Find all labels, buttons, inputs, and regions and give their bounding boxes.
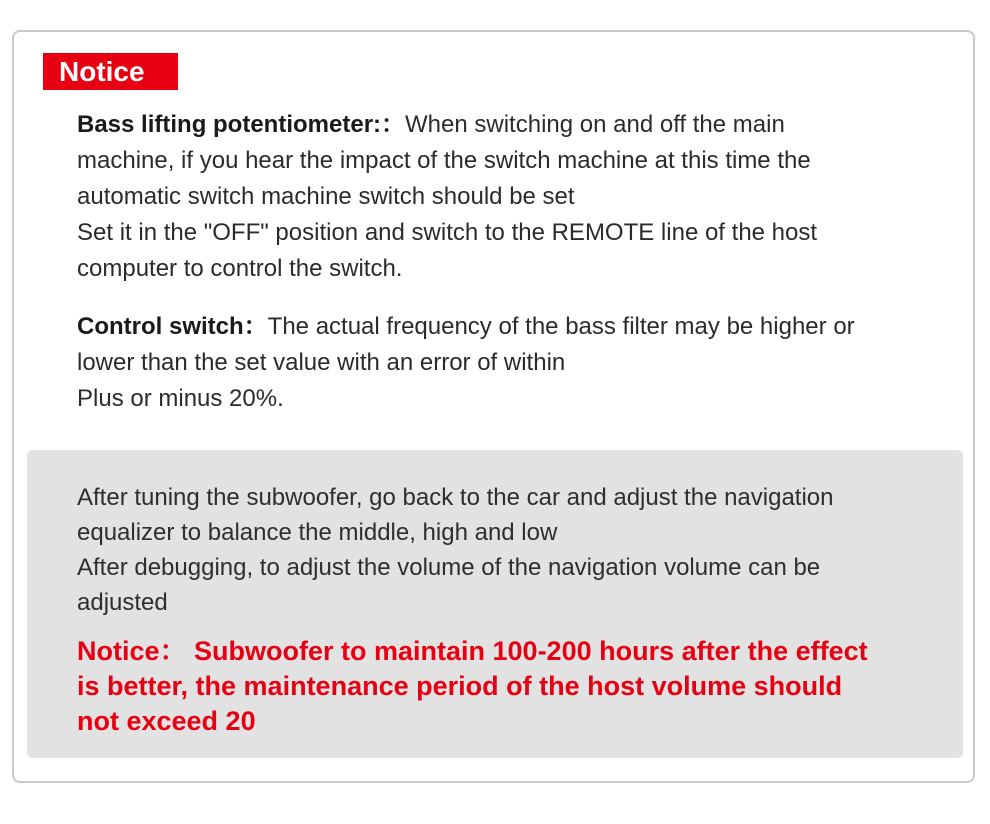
control-switch-text: The actual frequency of the bass filter may be higher or [267,313,855,340]
control-switch-label: Control switch： [77,313,268,340]
bass-lifting-section [77,107,937,287]
tuning-line-3: After debugging, to adjust the volume of the navigation volume can be [77,554,821,581]
bass-lifting-label: Bass lifting potentiometer:： [77,111,406,138]
notice-tag: Notice [43,53,178,90]
control-switch-line-3: Plus or minus 20%. [77,385,284,412]
tuning-instructions [77,480,947,620]
maintenance-notice-line-2: is better, the maintenance period of the host volume should [77,671,843,701]
maintenance-notice [77,634,947,739]
maintenance-notice-line-1: Notice： Subwoofer to maintain 100-200 hours after the effect [77,636,868,666]
tuning-line-4: adjusted [77,589,168,616]
bass-lifting-line-4: Set it in the "OFF" position and switch to the REMOTE line of the host [77,219,818,246]
control-switch-line-2: lower than the set value with an error of within [77,349,566,376]
tuning-line-2: equalizer to balance the middle, high and low [77,519,558,546]
bass-lifting-line-1 [77,107,937,143]
bass-lifting-line-2: machine, if you hear the impact of the switch machine at this time the [77,147,811,174]
control-switch-section [77,309,937,417]
tuning-line-1: After tuning the subwoofer, go back to the car and adjust the navigation [77,484,834,511]
bass-lifting-text: When switching on and off the main [405,111,785,138]
control-switch-line-1 [77,309,937,345]
maintenance-notice-line-3: not exceed 20 [77,706,256,736]
bass-lifting-line-3: automatic switch machine switch should be set [77,183,575,210]
bass-lifting-line-5: computer to control the switch. [77,255,403,282]
